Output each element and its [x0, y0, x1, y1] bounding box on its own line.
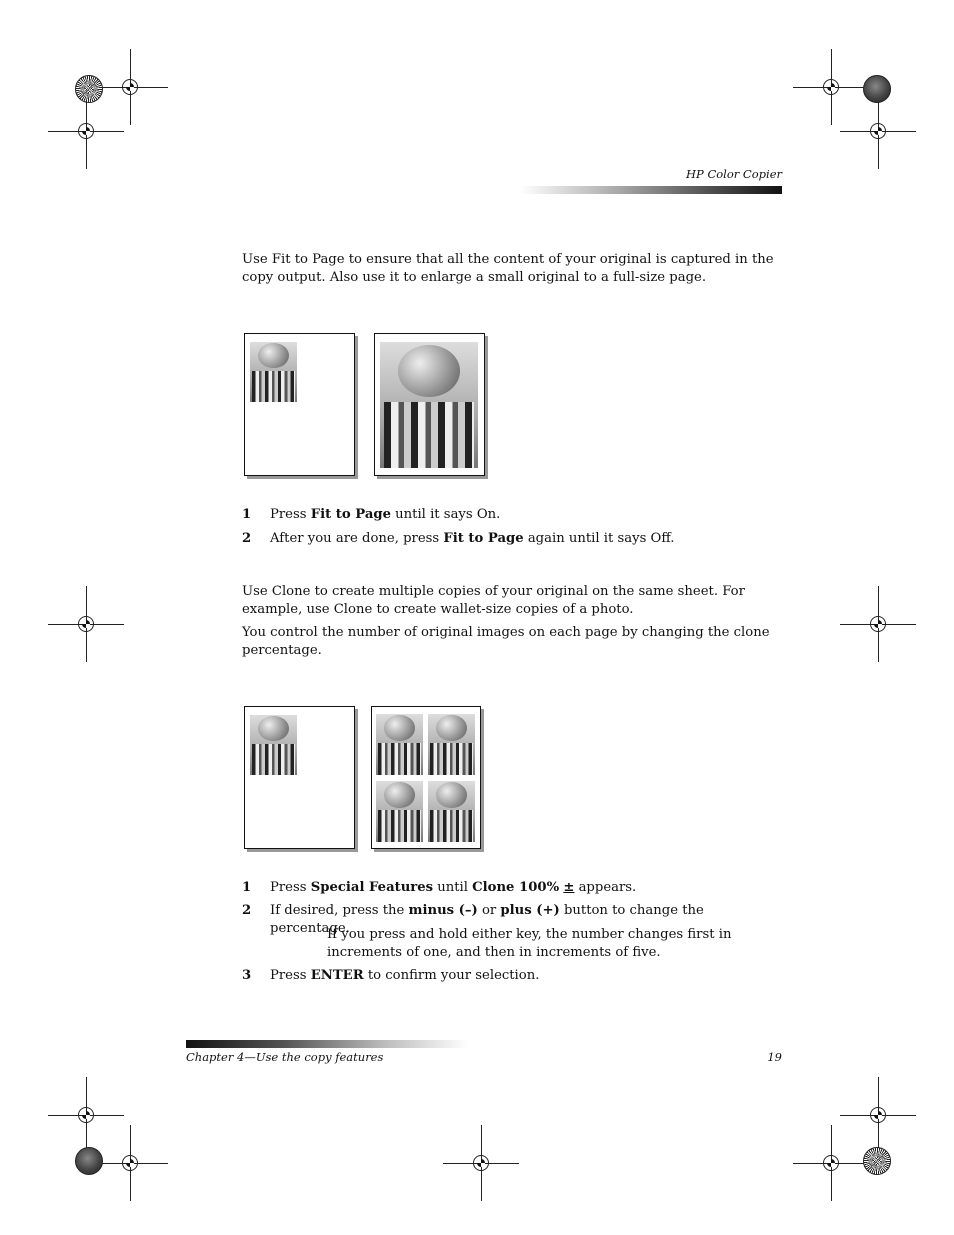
- footer-chapter: Chapter 4—Use the copy features: [186, 1050, 384, 1064]
- color-target-icon: [863, 75, 891, 103]
- fit-step-1: 1 Press Fit to Page until it says On.: [242, 507, 501, 522]
- running-header: HP Color Copier: [686, 167, 782, 181]
- photo-thumbnail: [250, 715, 297, 775]
- photo-clone: [428, 714, 475, 775]
- clone-note: If you press and hold either key, the number changes first in increments of one, and then in increments of five.: [327, 927, 732, 960]
- photo-clone: [376, 714, 423, 775]
- fit-step-2: 2 After you are done, press Fit to Page again until it says Off.: [242, 531, 675, 546]
- photo-enlarged: [380, 342, 478, 468]
- clone-step-3: 3 Press ENTER to confirm your selection.: [242, 968, 540, 983]
- color-target-icon: [75, 75, 103, 103]
- original-page-illustration: [244, 706, 355, 849]
- fit-to-page-result-illustration: [374, 333, 485, 476]
- clone-intro-1: Use Clone to create multiple copies of your original on the same sheet. For example, use Clone to create wallet-size copies of a photo.: [242, 584, 745, 617]
- clone-step-1: 1 Press Special Features until Clone 100% ± appears.: [242, 880, 637, 895]
- fit-intro: Use Fit to Page to ensure that all the content of your original is captured in the copy output. Also use it to enlarge a small original to a full-size page.: [242, 252, 774, 285]
- header-rule: [520, 186, 782, 194]
- photo-clone: [376, 781, 423, 842]
- page-number: 19: [767, 1050, 782, 1064]
- photo-clone: [428, 781, 475, 842]
- clone-intro-2: You control the number of original images on each page by changing the clone percentage.: [242, 625, 770, 658]
- color-target-icon: [863, 1147, 891, 1175]
- photo-thumbnail: [250, 342, 297, 402]
- clone-step-2: 2 If desired, press the minus (–) or plus (+) button to change the percentage.: [242, 903, 704, 936]
- footer-rule: [186, 1040, 468, 1048]
- clone-result-illustration: [371, 706, 481, 849]
- original-page-illustration: [244, 333, 355, 476]
- color-target-icon: [75, 1147, 103, 1175]
